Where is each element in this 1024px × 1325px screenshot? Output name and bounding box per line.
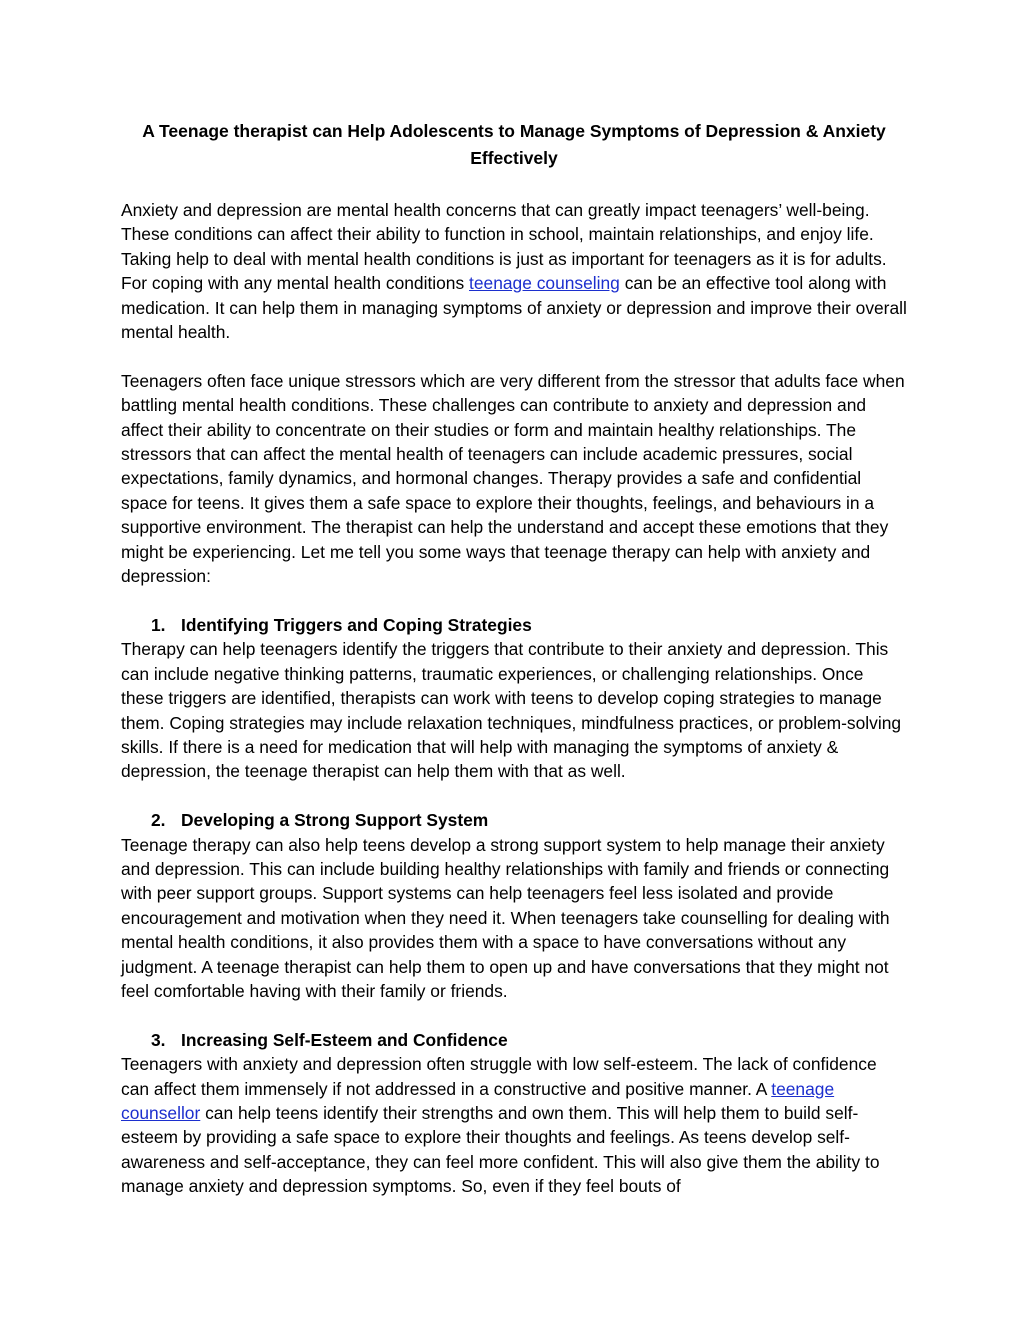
intro-paragraph [121, 198, 907, 344]
section-number-2: 2. [151, 810, 166, 831]
section-number-1: 1. [151, 614, 166, 635]
section-heading-text-1: Identifying Triggers and Coping Strategies [181, 614, 532, 635]
document-title: A Teenage therapist can Help Adolescents to Manage Symptoms of Depression & Anxiety Effectively [142, 121, 886, 168]
section-body-1: Therapy can help teenagers identify the triggers that contribute to their anxiety and depression. This can include negative thinking patterns, traumatic experiences, or challenging relationships. Once these triggers are identified, therapists can work with teens to develop coping strategies to manage them. Coping strategies may include relaxation techniques, mindfulness practices, or problem-solving skills. If there is a need for medication that will help with managing the symptoms of anxiety & depression, the teenage therapist can help them with that as well. [121, 639, 902, 782]
section-heading-text-3: Increasing Self-Esteem and Confidence [181, 1029, 508, 1050]
intro-text-2: can be an effective tool along with medication. It can help them in managing symptoms of anxiety or depression and improve their overall mental health. [121, 273, 907, 343]
section-number-3: 3. [151, 1029, 166, 1050]
intro-text-1: Anxiety and depression are mental health concerns that can greatly impact teenagers’ well-being. These conditions can affect their ability to function in school, maintain relationships, and enjoy life. Taking help to deal with mental health conditions is just as important for teenagers as it is for adults. For coping with any mental health conditions [121, 200, 887, 294]
teenage-counseling-link[interactable]: teenage counseling [469, 273, 620, 294]
section-heading-1 [121, 613, 907, 637]
section-body-3 [121, 1052, 907, 1198]
teenage-counsellor-link[interactable]: teenage counsellor [121, 1078, 835, 1123]
section-heading-3 [121, 1028, 907, 1052]
section-3-text-1: Teenagers with anxiety and depression often struggle with low self-esteem. The lack of confidence can affect them immensely if not addressed in a constructive and positive manner. A [121, 1054, 877, 1099]
document-content [121, 118, 907, 1199]
section-body-2: Teenage therapy can also help teens develop a strong support system to help manage their anxiety and depression. This can include building healthy relationships with family and friends or connecting with peer support groups. Support systems can help teenagers feel less isolated and provide encouragement and motivation when they need it. When teenagers take counselling for dealing with mental health conditions, it also provides them with a space to have conversations without any judgment. A teenage therapist can help them to open up and have conversations that they might not feel comfortable having with their family or friends. [121, 834, 890, 1001]
section-3-text-2: can help teens identify their strengths and own them. This will help them to build self-esteem by providing a safe space to explore their thoughts and feelings. As teens develop self-awareness and self-acceptance, they can feel more confident. This will also give them the ability to manage anxiety and depression symptoms. So, even if they feel bouts of [121, 1102, 880, 1197]
section-heading-2 [121, 808, 907, 832]
stressors-paragraph: Teenagers often face unique stressors which are very different from the stressor that adults face when battling mental health conditions. These challenges can contribute to anxiety and depression and affect their ability to concentrate on their studies or form and maintain healthy relationships. The stressors that can affect the mental health of teenagers can include academic pressures, social expectations, family dynamics, and hormonal changes. Therapy provides a safe and confidential space for teens. It gives them a safe space to explore their thoughts, feelings, and behaviours in a supportive environment. The therapist can help the understand and accept these emotions that they might be experiencing. Let me tell you some ways that teenage therapy can help with anxiety and depression: [121, 370, 905, 587]
section-heading-text-2: Developing a Strong Support System [181, 810, 489, 831]
